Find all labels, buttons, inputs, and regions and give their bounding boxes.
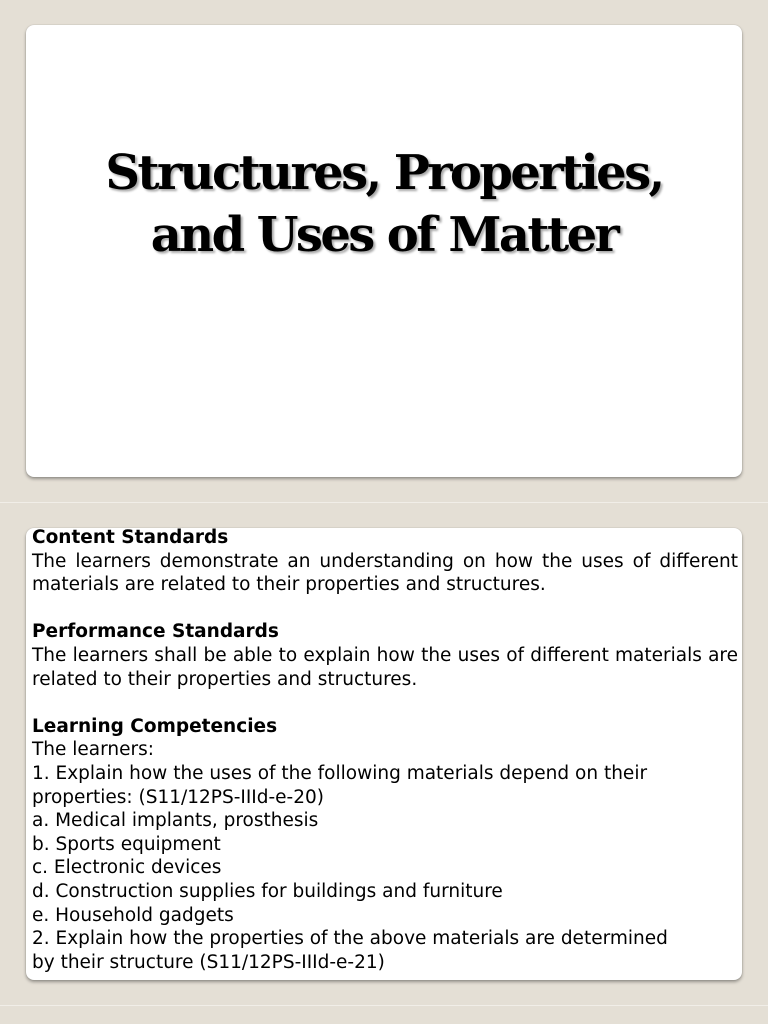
spacer — [32, 597, 738, 621]
title-line-2: and Uses of Matter — [150, 207, 618, 263]
competency-line: by their structure (S11/12PS-IIId-e-21) — [32, 951, 385, 973]
page-divider-top — [0, 502, 768, 503]
competency-line: d. Construction supplies for buildings and furniture — [32, 880, 503, 902]
learning-competencies-heading: Learning Competencies — [32, 715, 278, 737]
competency-line: 1. Explain how the uses of the following materials depend on their — [32, 762, 648, 784]
competency-line: e. Household gadgets — [32, 904, 234, 926]
spacer — [32, 691, 738, 715]
standards-content — [32, 526, 738, 974]
content-standards-text: The learners demonstrate an understanding on how the uses of different materials are related to their properties and structures. — [32, 550, 738, 596]
performance-standards-text: The learners shall be able to explain how the uses of different materials are related to their properties and structures. — [32, 644, 738, 690]
standards-slide — [26, 528, 742, 980]
title-line-1: Structures, Properties, — [105, 145, 663, 201]
page-divider-bottom — [0, 1005, 768, 1006]
competency-line: 2. Explain how the properties of the above materials are determined — [32, 928, 668, 950]
content-standards-heading: Content Standards — [32, 527, 229, 548]
competency-line: a. Medical implants, prosthesis — [32, 810, 319, 832]
competency-line: b. Sports equipment — [32, 833, 221, 855]
slide-title — [26, 142, 742, 266]
title-slide — [26, 25, 742, 477]
performance-standards-heading: Performance Standards — [32, 621, 279, 643]
competencies-intro: The learners: — [32, 739, 155, 761]
competency-line: properties: (S11/12PS-IIId-e-20) — [32, 786, 324, 808]
competency-line: c. Electronic devices — [32, 857, 222, 879]
